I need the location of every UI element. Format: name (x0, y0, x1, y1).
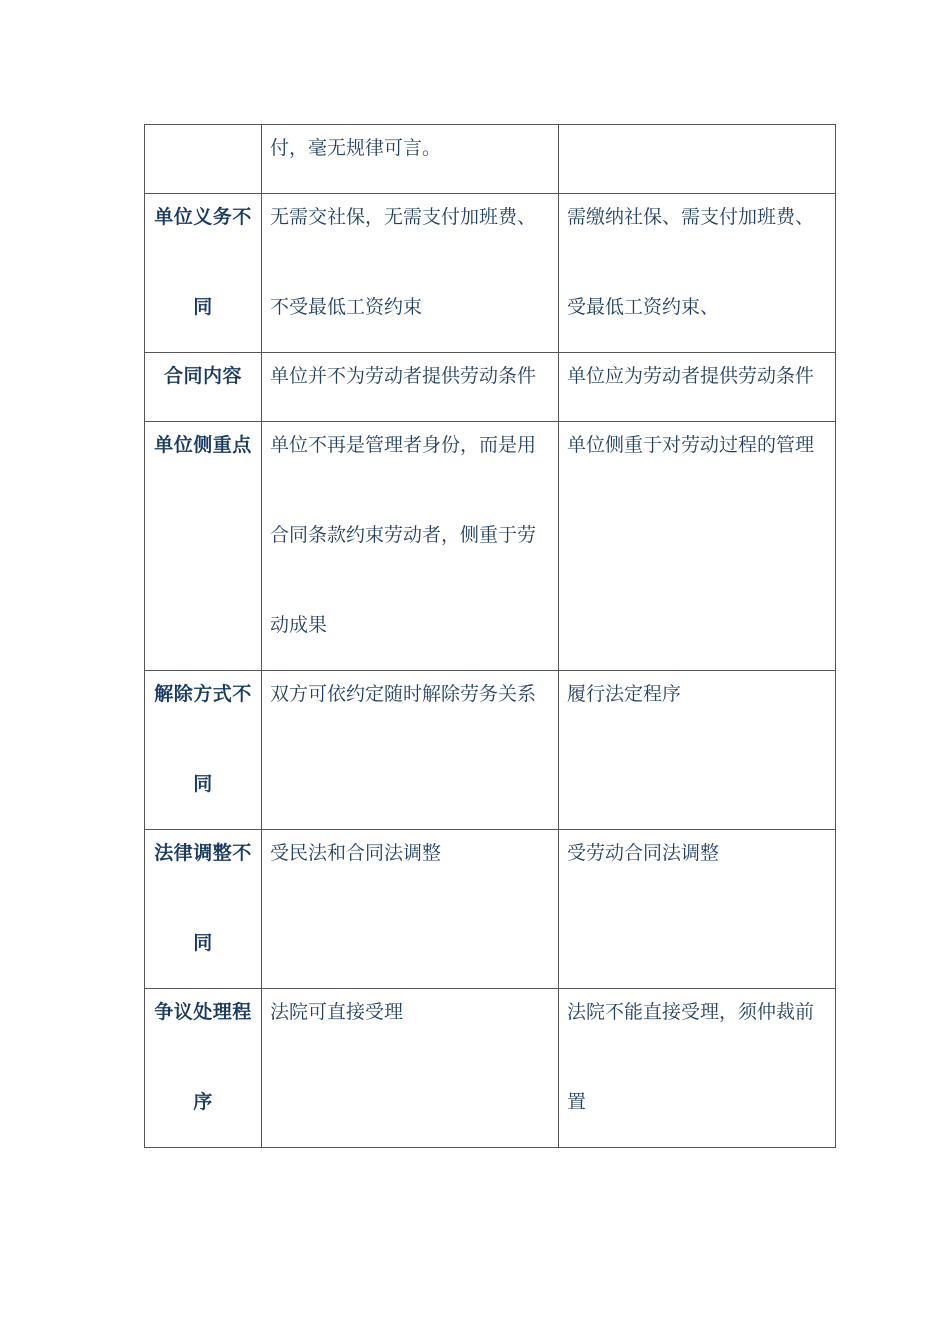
table-row (145, 830, 836, 989)
table-row (145, 989, 836, 1148)
cell-left-text: 受民法和合同法调整 (270, 842, 442, 864)
row-label-cell (145, 989, 262, 1148)
cell-left-text: 付，毫无规律可言。 (270, 137, 442, 159)
row-label-cell (145, 671, 262, 830)
row-label: 法律调整不同 (154, 842, 252, 954)
cell-left-text: 单位不再是管理者身份，而是用合同条款约束劳动者，侧重于劳动成果 (270, 434, 537, 636)
cell-right-text: 履行法定程序 (567, 683, 682, 705)
cell-right-text: 法院不能直接受理，须仲裁前置 (567, 1001, 815, 1113)
cell-right-text: 需缴纳社保、需支付加班费、受最低工资约束、 (567, 206, 815, 318)
cell-left-text: 法院可直接受理 (270, 1001, 404, 1023)
cell-right (559, 422, 836, 671)
cell-left-text: 单位并不为劳动者提供劳动条件 (270, 365, 537, 387)
cell-left (262, 422, 559, 671)
row-label: 单位侧重点 (154, 434, 252, 456)
row-label-cell (145, 422, 262, 671)
cell-right-text: 受劳动合同法调整 (567, 842, 720, 864)
cell-left (262, 830, 559, 989)
row-label: 争议处理程序 (154, 1001, 252, 1113)
table-row (145, 422, 836, 671)
table-row (145, 194, 836, 353)
cell-left-text: 无需交社保，无需支付加班费、不受最低工资约束 (270, 206, 537, 318)
row-label: 单位义务不同 (154, 206, 252, 318)
comparison-table (144, 124, 836, 1148)
cell-left (262, 671, 559, 830)
row-label: 合同内容 (163, 365, 242, 387)
cell-right (559, 830, 836, 989)
cell-right (559, 989, 836, 1148)
cell-right (559, 671, 836, 830)
cell-left-text: 双方可依约定随时解除劳务关系 (270, 683, 537, 705)
cell-left (262, 194, 559, 353)
cell-right-text: 单位应为劳动者提供劳动条件 (567, 365, 815, 387)
cell-left (262, 989, 559, 1148)
row-label-cell (145, 194, 262, 353)
cell-right (559, 194, 836, 353)
row-label-cell (145, 830, 262, 989)
row-label: 解除方式不同 (154, 683, 252, 795)
table-row (145, 671, 836, 830)
cell-right-text: 单位侧重于对劳动过程的管理 (567, 434, 815, 456)
